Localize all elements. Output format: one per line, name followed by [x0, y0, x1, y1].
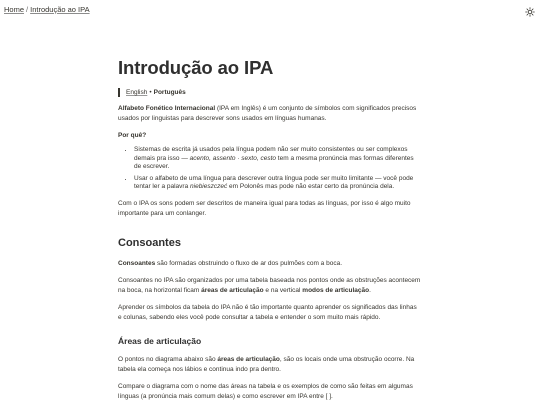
areas-term: áreas de articulação	[217, 355, 280, 363]
theme-toggle-button[interactable]	[525, 4, 535, 14]
list-item	[134, 146, 422, 172]
list-item	[134, 175, 422, 192]
consonants-text: são formadas obstruindo o fluxo de ar dos pulmões com a boca.	[155, 259, 343, 267]
breadcrumb-home-link[interactable]: Home	[4, 5, 25, 14]
reason-example: niebieszczeć	[190, 183, 228, 190]
consonants-paragraph-2	[118, 276, 422, 296]
consonants-text: e na vertical	[263, 286, 303, 294]
reason-text: Sistemas de escrita já usados pela língua podem não ser muito consistentes ou ser complexos demais pra isso —	[134, 146, 408, 162]
areas-paragraph-2: Compare o diagrama com o nome das áreas na tabela e os exemplos de como são feitas em algumas línguas (a pronúncia mais comum delas) e como escrever em IPA entre [ ].	[118, 382, 413, 400]
language-current-portuguese: Português	[153, 89, 186, 96]
why-heading: Por quê?	[118, 132, 147, 139]
consonants-text: Consoantes no IPA são organizados por uma tabela baseada nos pontos onde as obstruções acontecem na boca, na horizontal ficam	[118, 276, 421, 294]
reason-text: em Polonês mas pode não estar certo da pronúncia dela.	[227, 183, 395, 190]
areas-heading: Áreas de articulação	[118, 335, 202, 346]
consonants-paragraph-3: Aprender os símbolos da tabela do IPA não é tão importante quanto aprender os significados das linhas e colunas, sabendo eles você pode consultar a tabela e entender o som muito mais rápido.	[118, 303, 417, 321]
reason-example: acento, assento · sexto, cesto	[189, 154, 276, 162]
breadcrumb-current-link[interactable]: Introdução ao IPA	[30, 5, 90, 14]
areas-text: O pontos no diagrama abaixo são	[118, 355, 218, 363]
areas-text: , são os locais onde uma obstrução ocorre. Na tabela ela começa nos lábios e continua indo pra dentro.	[118, 355, 415, 373]
language-switcher	[118, 88, 422, 97]
language-english-link[interactable]: English	[126, 89, 148, 96]
manners-term: modos de articulação	[302, 286, 370, 294]
sun-icon	[525, 7, 535, 17]
breadcrumb	[4, 5, 90, 14]
intro-term: Alfabeto Fonético Internacional	[118, 105, 216, 112]
consonants-paragraph-1	[118, 259, 422, 269]
reasons-list	[126, 146, 422, 192]
places-term: áreas de articulação	[201, 286, 264, 294]
intro-text: (IPA em Inglês) é um conjunto de símbolos com significados precisos usados por linguistas para descrever sons usados em línguas humanas.	[118, 105, 417, 122]
closing-paragraph: Com o IPA os sons podem ser descritos de maneira igual para todas as línguas, por isso é algo muito importante para um conlanger.	[118, 199, 411, 217]
reason-text: tem a mesma pronúncia mas formas diferentes de escrever.	[134, 154, 414, 170]
consonants-term: Consoantes	[118, 259, 156, 267]
areas-paragraph-1	[118, 355, 422, 375]
reason-text: Usar o alfabeto de uma língua para descrever outra língua pode ser muito limitante — você pode tentar ler a palavra	[134, 174, 414, 190]
page-title: Introdução ao IPA	[118, 57, 274, 78]
language-separator: •	[149, 89, 152, 96]
consonants-text: .	[369, 286, 371, 294]
consonants-heading: Consoantes	[118, 236, 181, 249]
top-bar	[0, 0, 540, 22]
intro-paragraph	[118, 104, 422, 124]
breadcrumb-separator: /	[26, 5, 29, 14]
article-content	[118, 56, 422, 402]
